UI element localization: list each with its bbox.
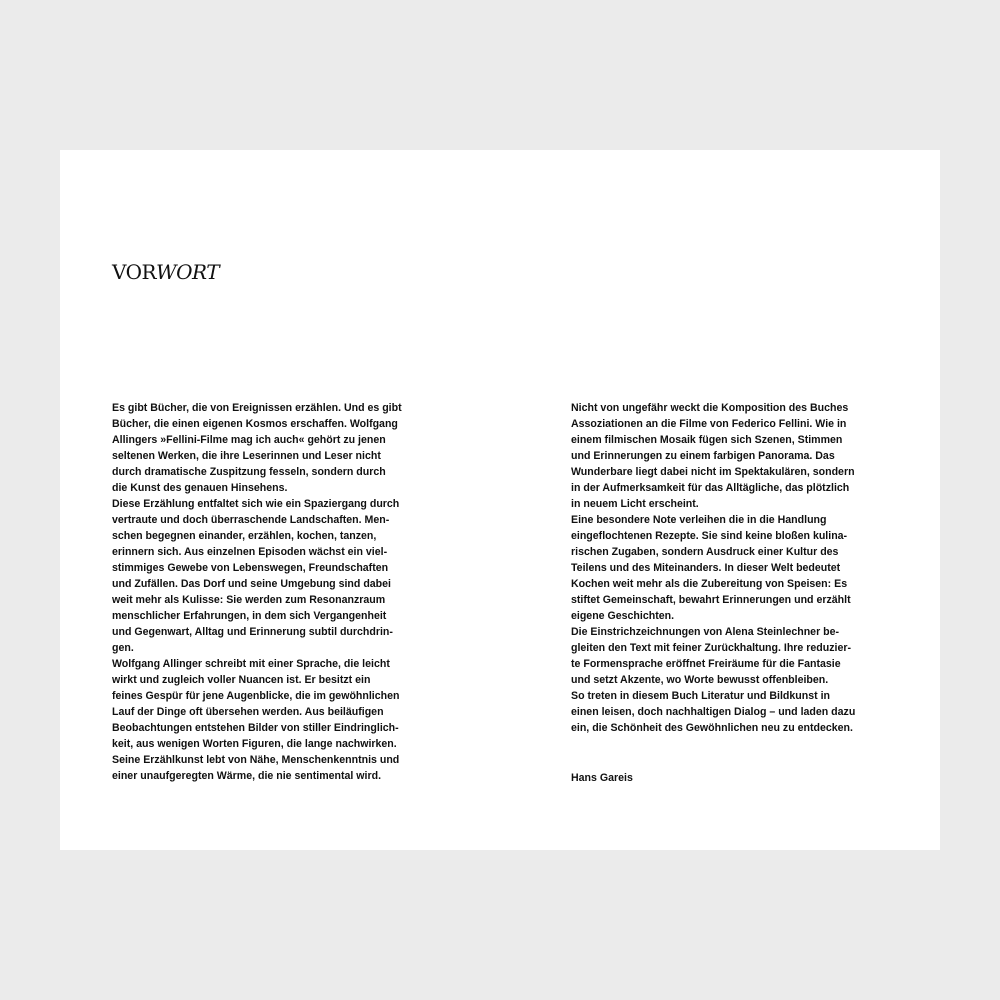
title-regular: VOR bbox=[112, 260, 157, 284]
text-line: einem filmischen Mosaik fügen sich Szenen, Stimmen bbox=[571, 434, 843, 446]
text-line: und Erinnerungen zu einem farbigen Panorama. Das bbox=[571, 450, 835, 462]
paragraph bbox=[112, 400, 442, 496]
text-line: erinnern sich. Aus einzelnen Episoden wächst ein viel- bbox=[112, 546, 388, 558]
left-text-column bbox=[112, 400, 442, 784]
text-line: seltenen Werken, die ihre Leserinnen und Leser nicht bbox=[112, 450, 381, 462]
text-line: feines Gespür für jene Augenblicke, die im gewöhnlichen bbox=[112, 690, 400, 702]
text-line: menschlicher Erfahrungen, in dem sich Vergangenheit bbox=[112, 610, 387, 622]
text-line: und Gegenwart, Alltag und Erinnerung subtil durchdrin- bbox=[112, 626, 393, 638]
text-line: und setzt Akzente, wo Worte bewusst offenbleiben. bbox=[571, 674, 829, 686]
text-line: die Kunst des genauen Hinsehens. bbox=[112, 482, 288, 494]
text-line: einen leisen, doch nachhaltigen Dialog – und laden dazu bbox=[571, 706, 856, 718]
text-line: te Formensprache eröffnet Freiräume für die Fantasie bbox=[571, 658, 841, 670]
text-line: So treten in diesem Buch Literatur und Bildkunst in bbox=[571, 690, 830, 702]
text-line: Teilens und des Miteinanders. In dieser Welt bedeutet bbox=[571, 562, 841, 574]
paragraph bbox=[571, 688, 901, 736]
text-line: Es gibt Bücher, die von Ereignissen erzählen. Und es gibt bbox=[112, 402, 402, 414]
text-line: wirkt und zugleich voller Nuancen ist. Er besitzt ein bbox=[112, 674, 371, 686]
text-line: Wolfgang Allinger schreibt mit einer Sprache, die leicht bbox=[112, 658, 390, 670]
text-line: und Zufällen. Das Dorf und seine Umgebung sind dabei bbox=[112, 578, 391, 590]
text-line: Lauf der Dinge oft übersehen werden. Aus beiläufigen bbox=[112, 706, 384, 718]
paragraph bbox=[571, 512, 901, 624]
right-text-column bbox=[571, 400, 901, 736]
text-line: Beobachtungen entstehen Bilder von stiller Eindringlich- bbox=[112, 722, 399, 734]
text-line: stiftet Gemeinschaft, bewahrt Erinnerungen und erzählt bbox=[571, 594, 851, 606]
text-line: gleiten den Text mit feiner Zurückhaltung. Ihre reduzier- bbox=[571, 642, 851, 654]
text-line: keit, aus wenigen Worten Figuren, die lange nachwirken. bbox=[112, 738, 397, 750]
text-line: eingeflochtenen Rezepte. Sie sind keine bloßen kulina- bbox=[571, 530, 848, 542]
title-italic: WORT bbox=[156, 260, 220, 284]
text-line: Bücher, die einen eigenen Kosmos erschaffen. Wolfgang bbox=[112, 418, 398, 430]
book-spread bbox=[60, 150, 940, 850]
text-line: stimmiges Gewebe von Lebenswegen, Freundschaften bbox=[112, 562, 389, 574]
text-line: Wunderbare liegt dabei nicht im Spektakulären, sondern bbox=[571, 466, 855, 478]
page-title bbox=[112, 262, 219, 282]
text-line: ein, die Schönheit des Gewöhnlichen neu zu entdecken. bbox=[571, 722, 853, 734]
paragraph bbox=[112, 496, 442, 656]
paragraph bbox=[571, 624, 901, 688]
text-line: Diese Erzählung entfaltet sich wie ein Spaziergang durch bbox=[112, 498, 400, 510]
text-line: Allingers »Fellini-Filme mag ich auch« gehört zu jenen bbox=[112, 434, 386, 446]
text-line: vertraute und doch überraschende Landschaften. Men- bbox=[112, 514, 390, 526]
text-line: Seine Erzählkunst lebt von Nähe, Menschenkenntnis und bbox=[112, 754, 400, 766]
paragraph bbox=[112, 656, 442, 784]
text-line: in der Aufmerksamkeit für das Alltägliche, das plötzlich bbox=[571, 482, 850, 494]
text-line: eigene Geschichten. bbox=[571, 610, 675, 622]
text-line: schen begegnen einander, erzählen, kochen, tanzen, bbox=[112, 530, 377, 542]
text-line: durch dramatische Zuspitzung fesseln, sondern durch bbox=[112, 466, 386, 478]
text-line: rischen Zugaben, sondern Ausdruck einer Kultur des bbox=[571, 546, 839, 558]
text-line: in neuem Licht erscheint. bbox=[571, 498, 699, 510]
author-signature: Hans Gareis bbox=[571, 772, 633, 784]
text-line: gen. bbox=[112, 642, 134, 654]
text-line: Assoziationen an die Filme von Federico Fellini. Wie in bbox=[571, 418, 847, 430]
text-line: Nicht von ungefähr weckt die Komposition des Buches bbox=[571, 402, 849, 414]
text-line: weit mehr als Kulisse: Sie werden zum Resonanzraum bbox=[112, 594, 386, 606]
text-line: Kochen weit mehr als die Zubereitung von Speisen: Es bbox=[571, 578, 848, 590]
text-line: einer unaufgeregten Wärme, die nie sentimental wird. bbox=[112, 770, 382, 782]
text-line: Eine besondere Note verleihen die in die Handlung bbox=[571, 514, 827, 526]
paragraph bbox=[571, 400, 901, 512]
text-line: Die Einstrichzeichnungen von Alena Steinlechner be- bbox=[571, 626, 840, 638]
